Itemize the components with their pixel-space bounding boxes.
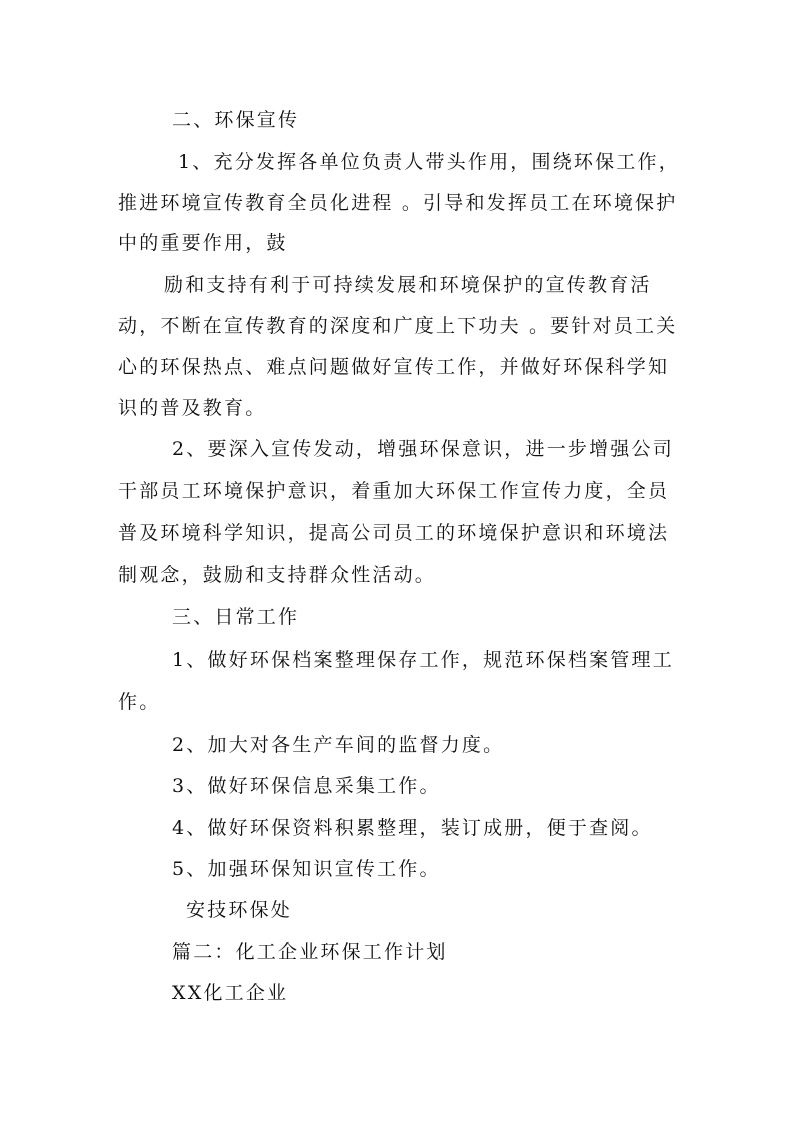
paragraph-line: 动，不断在宣传教育的深度和广度上下功夫 。要针对员工关 (118, 315, 678, 337)
paragraph-line: 制观念，鼓励和支持群众性活动。 (118, 564, 437, 586)
paragraph-line: 心的环保热点、难点问题做好宣传工作，并做好环保科学知 (118, 356, 670, 378)
paragraph-line: 3、做好环保信息采集工作。 (172, 775, 441, 797)
company-name: XX化工企业 (172, 982, 289, 1004)
paragraph-line: 1、做好环保档案整理保存工作，规范环保档案管理工 (172, 649, 674, 671)
section-heading: 三、日常工作 (172, 606, 300, 628)
article-title: 篇二：化工企业环保工作计划 (172, 941, 448, 963)
paragraph-line: 2、要深入宣传发动，增强环保意识，进一步增强公司 (172, 438, 674, 460)
signature-line: 安技环保处 (186, 899, 293, 921)
paragraph-line: 4、做好环保资料积累整理，装订成册，便于查阅。 (172, 817, 653, 839)
paragraph-line: 推进环境宣传教育全员化进程 。引导和发挥员工在环境保护 (118, 192, 678, 214)
paragraph-line: 作。 (118, 691, 161, 713)
paragraph-line: 中的重要作用，鼓 (118, 232, 288, 254)
section-heading: 二、环保宣传 (172, 109, 300, 131)
paragraph-line: 2、加大对各生产车间的监督力度。 (172, 734, 505, 756)
paragraph-line: 普及环境科学知识，提高公司员工的环境保护意识和环境法 (118, 522, 670, 544)
paragraph-line: 5、加强环保知识宣传工作。 (172, 858, 441, 880)
paragraph-line: 干部员工环境保护意识，着重加大环保工作宣传力度，全员 (118, 480, 670, 502)
paragraph-line: 识的普及教育。 (118, 397, 267, 419)
paragraph-line: 励和支持有利于可持续发展和环境保护的宣传教育活 (164, 274, 652, 296)
paragraph-line: 1、充分发挥各单位负责人带头作用，围绕环保工作， (178, 151, 680, 173)
